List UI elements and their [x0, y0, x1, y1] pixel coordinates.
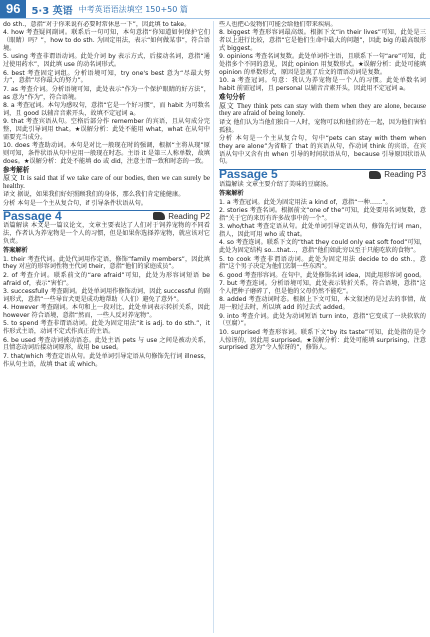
answer-item: 9. into 考查介词。此处为动词短语 turn into，意指“它变成了一块软软的（豆腐）”。: [219, 312, 426, 328]
answer-item: 7. but 考查连词。分析语境可知，此处表示转折关系，符合语境，意指“这个人把种子磨碎了，但是他的父母仍然不能吃”。: [219, 280, 426, 296]
reading-tag: [369, 171, 426, 179]
answers-title: 答案解析: [3, 246, 28, 254]
sentence-original: 原文 They think pets can stay with them when they are alone, because they are afraid of being lonely.: [219, 101, 426, 118]
answer-item: 9. that 考查宾语从句。空格后部分作 remember 的宾语，且从句成分完整，因此引导词用 that。★误解分析：此处不能用 what，what 在从句中需要充当成分。: [3, 118, 210, 141]
answer-item: 1. a 考查冠词。此处为固定用法 a kind of，意指“一种……”。: [219, 198, 392, 206]
passage-intro: 语篇解读 本文是一篇议论文，文章主要表达了人们对于饲养宠物的不同看法，作者认为养宠物是一个人的习惯，但是如果你选择养宠物，就应该对它负责。: [3, 222, 210, 246]
answer-item: 6. good 考查形容词。在句中，此处修饰名词 idea，因此用形容词 good。: [219, 271, 426, 279]
answer-item: 10. surprised 考查形容词。联系下文“by its taste”可知，此处指的是令人惊讶的，因此用 surprised。★误解分析：此处可能填 surprising，注意 surprised 意为“令人惊讶的”，修饰人。: [219, 328, 426, 352]
answer-item: 2. stories 考查名词。根据前文“one of the”可知，此处要用名词复数，意指“关于它的来历有许多故事中的一个”。: [219, 207, 426, 222]
answer-item: 7. that/which 考查定语从句。此处单词引导定语从句修饰先行词 illness，作从句主语，故填 that 或 which。: [3, 352, 210, 368]
sentence-analysis: 分析 本句是一个主从复合句，句中“pets can stay with them when they are alone”为省略了 that 的宾语从句，作动词 think 的宾语，在宾语从句中又含有由 when 引导的时间状语从句，because 引导原因状语从句。: [219, 134, 426, 166]
left-column: [3, 21, 210, 633]
sentence-analysis: 分析 本句是一个主从复合句，if 引导条件状语从句。: [3, 199, 147, 207]
book-subtitle: 中考英语语法填空 150+50 篇: [78, 4, 188, 14]
brand-title: 5·3 英语: [31, 5, 73, 17]
answer-item: 5. to spend 考查非谓语动词。此处为固定用法“it is adj. to do sth.”，it 作形式主语，动词不定式作真正的主语。: [3, 320, 210, 336]
answer-item: 4. how 考查疑问副词。联系后一句可知，本句意指“你知道如何保护它们（眼睛）吗？”，how to do sth. 为固定用法，表示“如何做某事”，符合语境。: [3, 29, 210, 52]
reading-icon: [369, 171, 381, 179]
answer-item: 8. biggest 考查形容词最高级。根据下文“in their lives”可知，此处是三者以上进行比较，意指“它是他们生命中最大的问题”，因此 big 的最高级形式 biggest。: [219, 29, 426, 52]
answer-item: 10. does 考查助动词。本句是对比一般现在时的强调，根据“主将从现”原则可知，条件状语从句中应用一般现在时态。主语 it 是第三人称单数，故填 does。★误解分析：此处不能填 do 或 did，注意主谓一致和时态的一致。: [3, 142, 210, 165]
answers-title: 答案解析: [219, 189, 244, 197]
reading-icon: [153, 212, 165, 220]
passage-intro: 语篇解读 文章主要介绍了美味的豆腐汤。: [219, 181, 333, 189]
page-header: [0, 0, 430, 19]
answer-item: 4. so 考查连词。联系下文的“that they could only eat soft food”可知，此处为固定结构 so...that...，意指“他们如此穷以至于只能吃软的食物”。: [219, 239, 426, 255]
answer-item: 5. using 考查非谓语动词。此处介词 by 表示方式，后接动名词，意指“通过使用药水”，因此填 use 的动名词形式。: [3, 53, 210, 69]
sentence-translation: 译文 据说，如果我们好好照顾我们的身体，那么我们肯定能健康。: [3, 191, 185, 199]
sentence-translation: 译文 他们认为当他们独自一人时，宠物可以和他们待在一起，因为他们害怕孤独。: [219, 118, 426, 134]
answer-item: 5. to cook 考查非谓语动词。此处为固定用法 decide to do sth.，意指“这个男子决定为他们烹制一些东西”。: [219, 255, 426, 271]
answer-item: 7. as 考查介词。分析语境可知，此处表示“作为一个保护眼睛的好方法”，as 意为“作为”，符合语境。: [3, 85, 210, 101]
answer-item: 10. a 考查冠词。句意：我认为养宠物是一个人的习惯。此处单数名词 habit 前需冠词，且 personal 以辅音音素开头，因此用不定冠词 a。: [219, 77, 426, 93]
column-divider: [213, 21, 214, 633]
answer-item: 6. best 考查固定词组。分析语境可知，try one's best 意为“尽最大努力”，意指“尽你最大的努力”。: [3, 69, 210, 85]
answer-item: 2. of 考查介词。联系前文的“are afraid”可知，此处为形容词短语 be afraid of，表示“害怕”。: [3, 271, 210, 287]
answer-item: do sth.，意指“对于你来说有必要时常休息一下”，因此填 to take。: [3, 21, 191, 28]
reading-label: Reading P2: [168, 211, 210, 221]
answer-item: 1. their 考查代词。此处代词用作定语，修饰“family members”，因此填 they 对应的形容词性物主代词 their，意指“他们的家庭成员”。: [3, 255, 210, 271]
section-heading: 参考解析: [3, 165, 30, 174]
reading-label: Reading P3: [384, 170, 426, 180]
answer-item: 8. a 考查冠词。本句为感叹句，意指“它是一个好习惯”，而 habit 为可数名词，且 good 以辅音音素开头，故填不定冠词 a。: [3, 101, 210, 117]
answer-item: 6. be used 考查动词被动语态。此处主语 pets 与 use 之间是被动关系，且情态动词后接动词原形，故用 be used。: [3, 336, 210, 352]
section-heading: 难句分析: [219, 93, 246, 102]
answer-item: 3. successfully 考查副词。此处单词用作修饰动词，因此 successful 的副词形式，意指“一些导盲犬更是成功地帮助（人们）避免了意外”。: [3, 288, 210, 303]
reading-tag: [153, 212, 210, 220]
page-number: 96: [0, 0, 26, 18]
sentence-original: 原文 It is said that if we take care of our bodies, then we can surely be healthy.: [3, 174, 210, 190]
passage-title: Passage 4: [3, 208, 62, 223]
answer-item: 9. opinions 考查名词复数。此处单词作主语，且联系下一句“are”可知，此处指多个不同的意见，因此 opinion 用复数形式。★误解分析：此处可能填 opinion 的单数形式，原因是忽视了后文的谓语动词是复数。: [219, 53, 426, 76]
passage-title: Passage 5: [219, 167, 278, 182]
answer-item: 些人也把心爱物们可能会给他们带来疾病。: [219, 21, 337, 28]
right-column: [219, 21, 426, 633]
passage-header: [219, 167, 426, 182]
answer-item: 8. added 考查动词时态。根据上下文可知，本文叙述的是过去的事情，故用一般过去时，所以填 add 的过去式 added。: [219, 296, 426, 312]
passage-header: [3, 208, 210, 223]
answer-item: 3. who/that 考查定语从句。此处单词引导定语从句，修饰先行词 man，指人，因此可用 who 或 that。: [219, 223, 426, 239]
answer-item: 4. However 考查副词。本句和上一段对比，此处单词表示转折关系，因此 however 符合语境，意指“然而，一些人反对养宠物”。: [3, 304, 210, 319]
